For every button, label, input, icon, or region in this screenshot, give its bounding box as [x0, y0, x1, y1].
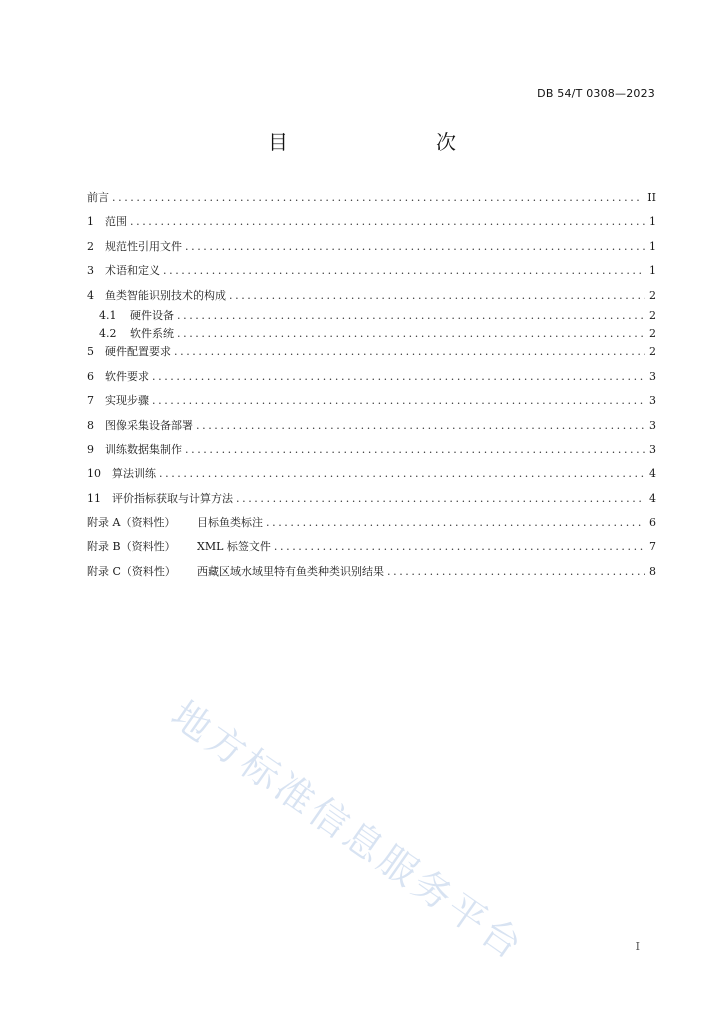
toc-entry-page: 2: [649, 345, 656, 359]
toc-entry-label: 软件要求: [105, 369, 149, 383]
toc-leader-dots: [185, 441, 645, 458]
toc-leader-dots: [274, 538, 645, 555]
toc-entry-number: 1: [87, 215, 94, 229]
toc-entry-number: 4.1: [99, 308, 117, 322]
toc-entry-page: 2: [649, 288, 656, 302]
toc-entry-label: 鱼类智能识别技术的构成: [105, 288, 226, 302]
toc-entry[interactable]: [87, 343, 656, 367]
toc-entry-page: 2: [649, 308, 656, 322]
toc-entry-page: II: [647, 191, 656, 204]
toc-entry-number: 2: [87, 239, 94, 253]
page-title: 目 次: [268, 130, 492, 154]
toc-entry[interactable]: [87, 238, 656, 262]
toc-entry[interactable]: [87, 368, 656, 392]
toc-entry-number: 附录 B（资料性）: [87, 540, 176, 554]
toc-entry[interactable]: [87, 514, 656, 538]
toc-leader-dots: [174, 343, 645, 360]
toc-entry-page: 1: [649, 264, 656, 278]
toc-entry[interactable]: [87, 189, 656, 213]
toc-leader-dots: [163, 262, 645, 279]
toc-entry-page: 2: [649, 327, 656, 341]
toc-entry-number: 9: [87, 442, 94, 456]
toc-entry-number: 10: [87, 467, 101, 481]
toc-entry-number: 附录 A（资料性）: [87, 516, 176, 530]
toc-entry[interactable]: [87, 325, 656, 343]
toc-entry-page: 4: [649, 491, 656, 505]
toc-leader-dots: [196, 417, 645, 434]
toc-leader-dots: [130, 213, 645, 230]
toc-leader-dots: [266, 514, 645, 531]
toc-entry-page: 3: [649, 442, 656, 456]
toc-entry-page: 1: [649, 239, 656, 253]
toc-entry-page: 3: [649, 369, 656, 383]
toc-leader-dots: [229, 287, 645, 304]
page-number: I: [635, 940, 640, 953]
toc-entry-page: 3: [649, 394, 656, 408]
toc-entry[interactable]: [87, 392, 656, 416]
toc-entry-page: 7: [649, 540, 656, 554]
toc-entry-label: 实现步骤: [105, 394, 149, 408]
toc-entry-label: 评价指标获取与计算方法: [112, 491, 233, 505]
toc-entry-label: 规范性引用文件: [105, 239, 182, 253]
toc-entry[interactable]: [87, 441, 656, 465]
toc-entry[interactable]: [87, 538, 656, 562]
toc-entry-label: 训练数据集制作: [105, 442, 182, 456]
toc-entry[interactable]: [87, 307, 656, 325]
toc-leader-dots: [387, 563, 645, 580]
toc-entry-page: 3: [649, 418, 656, 432]
toc-entry-page: 4: [649, 467, 656, 481]
toc-entry-page: 6: [649, 516, 656, 530]
toc-entry[interactable]: [87, 563, 656, 587]
toc-entry[interactable]: [87, 262, 656, 286]
toc-entry-number: 3: [87, 264, 94, 278]
toc-leader-dots: [159, 465, 645, 482]
toc-leader-dots: [152, 392, 645, 409]
toc-leader-dots: [236, 490, 645, 507]
toc-entry-page: 8: [649, 564, 656, 578]
toc-entry-number: 11: [87, 491, 101, 505]
watermark: 地方标准信息服务平台: [163, 692, 533, 970]
toc-leader-dots: [177, 325, 645, 342]
toc-entry-number: 8: [87, 418, 94, 432]
toc-entry-number: 4.2: [99, 327, 117, 341]
toc-entry[interactable]: [87, 213, 656, 237]
toc-entry-label: 目标鱼类标注: [197, 516, 263, 530]
toc-entry[interactable]: [87, 490, 656, 514]
toc-leader-dots: [112, 189, 643, 206]
toc-entry-label: 前言: [87, 191, 109, 204]
toc-entry-label: 术语和定义: [105, 264, 160, 278]
toc-entry-number: 6: [87, 369, 94, 383]
toc-entry-label: 图像采集设备部署: [105, 418, 193, 432]
toc-entry-label: 硬件配置要求: [105, 345, 171, 359]
toc-entry-label: 范围: [105, 215, 127, 229]
toc-entry-label: 算法训练: [112, 467, 156, 481]
standard-code: DB 54/T 0308—2023: [537, 87, 655, 100]
toc-entry-number: 7: [87, 394, 94, 408]
toc-leader-dots: [177, 307, 645, 324]
toc-entry-label: 西藏区域水域里特有鱼类种类识别结果: [197, 564, 384, 578]
toc-entry-label: XML 标签文件: [197, 540, 271, 554]
toc-entry-label: 软件系统: [130, 327, 174, 341]
toc-entry-label: 硬件设备: [130, 308, 174, 322]
toc-entry-page: 1: [649, 215, 656, 229]
toc-leader-dots: [185, 238, 645, 255]
table-of-contents: [87, 189, 656, 587]
toc-entry-number: 5: [87, 345, 94, 359]
toc-entry[interactable]: [87, 417, 656, 441]
toc-entry-number: 附录 C（资料性）: [87, 564, 176, 578]
toc-leader-dots: [152, 368, 645, 385]
toc-entry[interactable]: [87, 465, 656, 489]
toc-entry-number: 4: [87, 288, 94, 302]
